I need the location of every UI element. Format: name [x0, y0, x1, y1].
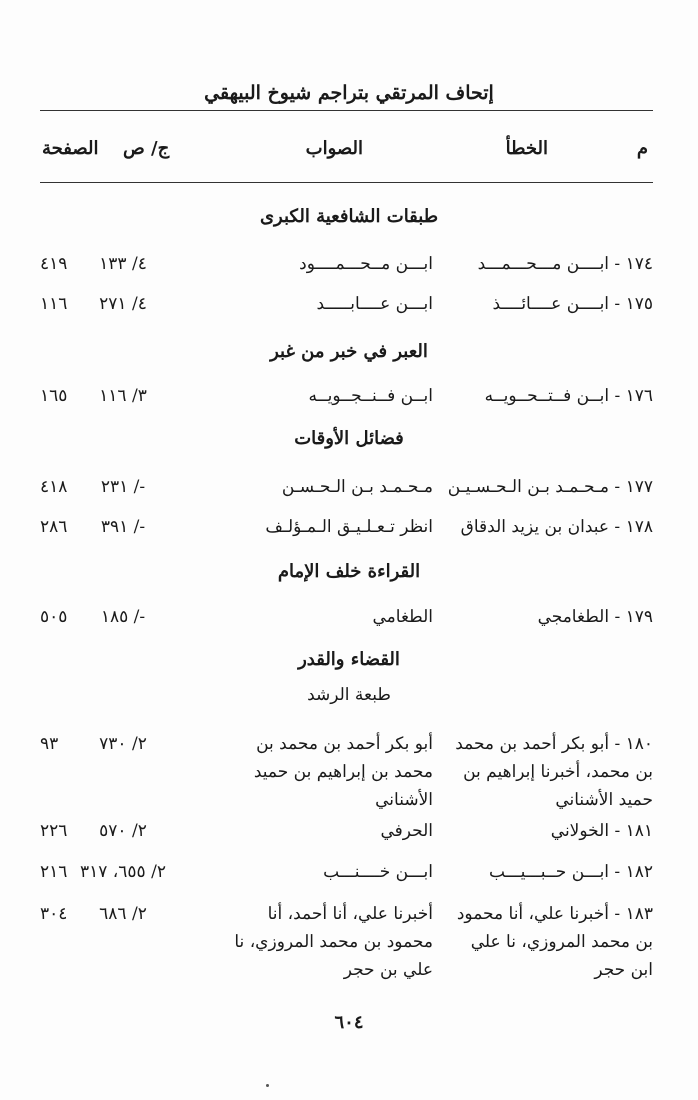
section-title: فضائل الأوقات — [294, 428, 404, 449]
error-cell: ١٨٠ - أبو بكر أحمد بن محمد بن محمد، أخبرنا إبراهيم بن حميد الأشناني — [455, 734, 653, 810]
header-page: الصفحة — [42, 138, 99, 159]
correct-cell: الحرفي — [380, 821, 433, 841]
page-cell: ٢٢٦ — [40, 821, 68, 841]
error-cell: ١٧٨ - عبدان بن يزيد الدقاق — [460, 517, 653, 537]
page-cell: ٤١٨ — [40, 477, 68, 497]
header-rule — [40, 182, 653, 183]
table-row — [40, 817, 653, 857]
page-cell: ٥٠٥ — [40, 607, 68, 627]
vol-cell: ٢/ ٧٣٠ — [99, 734, 147, 754]
section-title: القراءة خلف الإمام — [277, 561, 421, 582]
vol-cell: ٢/ ٦٨٦ — [99, 904, 147, 924]
correct-cell: ابـــن عــــابـــــد — [316, 294, 433, 314]
vol-cell: ٣/ ١١٦ — [99, 386, 147, 406]
vol-cell: ٢/ ٦٥٥، ٣١٧ — [80, 862, 166, 882]
print-speck — [266, 1084, 269, 1087]
page-cell: ٤١٩ — [40, 254, 68, 274]
error-cell: ١٨١ - الخولاني — [550, 821, 653, 841]
section-title: القضاء والقدر — [298, 649, 400, 670]
error-cell: ١٨٢ - ابـــن حــبـــيـــب — [488, 862, 653, 882]
page-number: ٦٠٤ — [334, 1012, 364, 1033]
correct-cell: الطغامي — [372, 607, 433, 627]
section-subtitle: طبعة الرشد — [307, 685, 391, 705]
error-cell: ١٨٣ - أخبرنا علي، أنا محمود بن محمد المروزي، نا علي ابن حجر — [456, 904, 653, 980]
table-row — [40, 382, 653, 422]
vol-cell: ٤/ ١٣٣ — [99, 254, 147, 274]
vol-cell: -/ ٢٣١ — [100, 477, 146, 497]
correct-cell: انظر تـعـلـيـق الـمـؤلـف — [265, 517, 433, 537]
vol-cell: ٢/ ٥٧٠ — [99, 821, 147, 841]
page-cell: ٣٠٤ — [40, 904, 68, 924]
vol-cell: -/ ١٨٥ — [100, 607, 146, 627]
header-num: م — [636, 138, 648, 159]
table-row — [40, 900, 653, 985]
correct-cell: مـحـمـد بـن الـحـسـن — [281, 477, 433, 497]
header-error: الخطأ — [505, 138, 548, 159]
running-title: إتحاف المرتقي بتراجم شيوخ البيهقي — [204, 82, 494, 104]
table-row — [40, 290, 653, 330]
correct-cell: ابــن فــنــجــويــه — [308, 386, 433, 406]
page-cell: ٢٨٦ — [40, 517, 68, 537]
error-cell: ١٧٦ - ابــن فــتــحــويــه — [484, 386, 653, 406]
header-correct: الصواب — [305, 138, 363, 159]
table-row — [40, 473, 653, 513]
error-cell: ١٧٩ - الطغامجي — [537, 607, 653, 627]
page-cell: ١٦٥ — [40, 386, 68, 406]
table-row — [40, 603, 653, 643]
error-cell: ١٧٧ - مـحـمـد بـن الـحـسـيـن — [447, 477, 653, 497]
table-row — [40, 250, 653, 290]
top-rule — [40, 110, 653, 111]
error-cell: ١٧٥ - ابــــن عــــائــــذ — [492, 294, 653, 314]
page-cell: ١١٦ — [40, 294, 68, 314]
correct-cell: أبو بكر أحمد بن محمد بن محمد بن إبراهيم بن حميد الأشناني — [253, 734, 433, 810]
table-row — [40, 858, 653, 898]
vol-cell: -/ ٣٩١ — [100, 517, 146, 537]
table-row — [40, 513, 653, 553]
vol-cell: ٤/ ٢٧١ — [99, 294, 147, 314]
error-cell: ١٧٤ - ابــــن مـــحـــمـــد — [477, 254, 653, 274]
correct-cell: ابـــن خــــنـــب — [323, 862, 433, 882]
table-row — [40, 730, 653, 815]
page-cell: ٩٣ — [40, 734, 59, 754]
correct-cell: ابـــن مــحـــمــــود — [299, 254, 433, 274]
page-cell: ٢١٦ — [40, 862, 68, 882]
header-vol-page: ج/ ص — [123, 138, 170, 159]
section-title: العبر في خبر من غبر — [270, 341, 428, 362]
section-title: طبقات الشافعية الكبرى — [259, 206, 439, 227]
correct-cell: أخبرنا علي، أنا أحمد، أنا محمود بن محمد المروزي، نا علي بن حجر — [234, 904, 433, 980]
